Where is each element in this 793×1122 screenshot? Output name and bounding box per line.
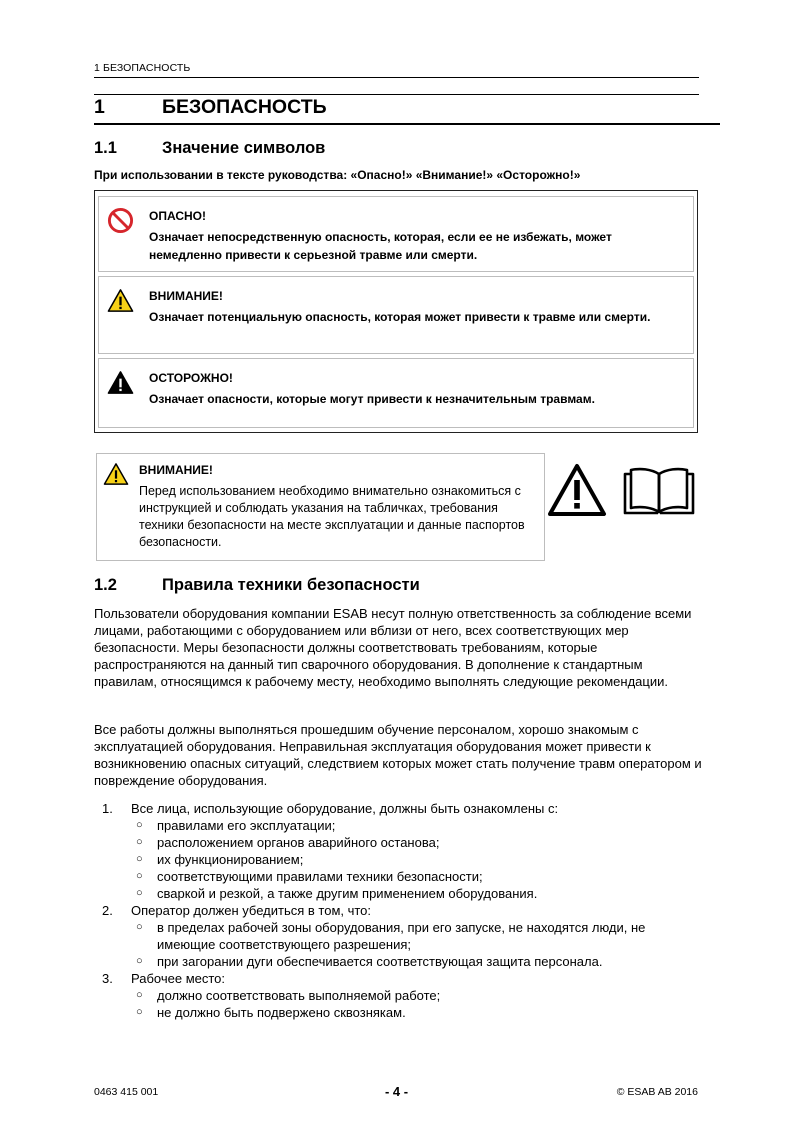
footer-copyright: © ESAB AB 2016	[616, 1086, 698, 1098]
bullet-icon: ○	[136, 955, 143, 967]
list-item	[94, 800, 706, 817]
sub-item	[94, 834, 706, 851]
symbol-description: Означает потенциальную опасность, которая может привести к травме или смерти.	[149, 310, 651, 324]
list-item	[94, 902, 706, 919]
list-item	[94, 970, 706, 987]
bullet-icon: ○	[136, 921, 143, 933]
notice-title: ВНИМАНИЕ!	[139, 463, 213, 477]
bullet-icon: ○	[136, 1006, 143, 1018]
sub-item-text: расположением органов аварийного останова;	[157, 835, 440, 850]
chapter-number: 1	[94, 96, 105, 118]
paragraph: Все работы должны выполняться прошедшим обучение персоналом, хорошо знакомым с эксплуатацией оборудования. Неправильная эксплуатация оборудования может привести к возникновению опасных ситуаций, следствием которых может стать получение травм оператором и повреждение оборудования.	[94, 722, 702, 788]
bullet-icon: ○	[136, 836, 143, 848]
chapter-title: БЕЗОПАСНОСТЬ	[162, 96, 327, 118]
list-number: 2.	[102, 903, 113, 918]
prohibition-icon	[107, 207, 134, 234]
section-title: Значение символов	[162, 139, 326, 157]
sub-item-text: при загорании дуги обеспечивается соответствующая защита персонала.	[157, 954, 603, 969]
section-number: 1.1	[94, 139, 117, 157]
general-warning-icon	[547, 463, 607, 517]
sub-item-text: соответствующими правилами техники безопасности;	[157, 869, 483, 884]
sub-item	[94, 885, 706, 902]
safety-rules-list	[94, 800, 706, 1021]
bullet-icon: ○	[136, 870, 143, 882]
warning-triangle-yellow-icon	[107, 287, 134, 314]
read-manual-icon	[622, 465, 696, 515]
sub-item	[94, 987, 706, 1004]
notice-box	[96, 453, 545, 561]
warning-triangle-black-icon	[107, 369, 134, 396]
header-rule	[94, 77, 699, 78]
sub-item	[94, 919, 687, 953]
symbol-title: ОПАСНО!	[149, 209, 206, 223]
chapter-rule-top	[94, 94, 699, 95]
sub-item-text: в пределах рабочей зоны оборудования, при его запуске, не находятся люди, не имеющие соответствующего разрешения;	[157, 920, 646, 952]
sub-item	[94, 851, 706, 868]
symbol-danger	[98, 196, 694, 272]
sub-item-text: не должно быть подвержено сквознякам.	[157, 1005, 406, 1020]
running-header: 1 БЕЗОПАСНОСТЬ	[94, 62, 191, 74]
symbol-warning	[98, 276, 694, 354]
sub-item	[94, 1004, 706, 1021]
list-item-text: Оператор должен убедиться в том, что:	[131, 903, 372, 918]
footer-doc-number: 0463 415 001	[94, 1086, 159, 1098]
sub-item-text: должно соответствовать выполняемой работе;	[157, 988, 441, 1003]
symbol-caution	[98, 358, 694, 428]
symbols-table	[94, 190, 698, 433]
sub-item-text: их функционированием;	[157, 852, 304, 867]
symbol-title: ОСТОРОЖНО!	[149, 371, 233, 385]
bullet-icon: ○	[136, 989, 143, 1001]
sub-item	[94, 817, 706, 834]
list-item-text: Все лица, использующие оборудование, должны быть ознакомлены с:	[131, 801, 559, 816]
notice-text: Перед использованием необходимо внимательно ознакомиться с инструкцией и соблюдать указания на табличках, требования техники безопасности на месте эксплуатации и данные паспортов безопасности.	[139, 484, 525, 549]
bullet-icon: ○	[136, 819, 143, 831]
sub-item-text: правилами его эксплуатации;	[157, 818, 336, 833]
list-number: 1.	[102, 801, 113, 816]
symbol-description: Означает опасности, которые могут привести к незначительным травмам.	[149, 392, 595, 406]
sub-item	[94, 953, 706, 970]
symbols-intro: При использовании в тексте руководства: «Опасно!» «Внимание!» «Осторожно!»	[94, 168, 581, 182]
list-item-text: Рабочее место:	[131, 971, 226, 986]
list-number: 3.	[102, 971, 113, 986]
bullet-icon: ○	[136, 887, 143, 899]
symbol-title: ВНИМАНИЕ!	[149, 289, 223, 303]
chapter-rule-bottom	[94, 123, 720, 125]
bullet-icon: ○	[136, 853, 143, 865]
section-number: 1.2	[94, 576, 117, 594]
section-title: Правила техники безопасности	[162, 576, 420, 594]
symbol-description: Означает непосредственную опасность, которая, если ее не избежать, может немедленно привести к серьезной травме или смерти.	[149, 230, 612, 262]
warning-triangle-yellow-icon	[103, 462, 129, 486]
sub-item-text: сваркой и резкой, а также другим применением оборудования.	[157, 886, 538, 901]
paragraph: Пользователи оборудования компании ESAB несут полную ответственность за соблюдение всеми лицами, работающими с оборудованием или вблизи от него, всех соответствующих мер безопасности. Меры безопасности должны соответствовать требованиям, которые распространяются на данный тип сварочного оборудования. В дополнение к стандартным правилам, относящимся к рабочему месту, необходимо выполнять следующие рекомендации.	[94, 606, 692, 689]
sub-item	[94, 868, 706, 885]
page-number: - 4 -	[384, 1084, 409, 1099]
